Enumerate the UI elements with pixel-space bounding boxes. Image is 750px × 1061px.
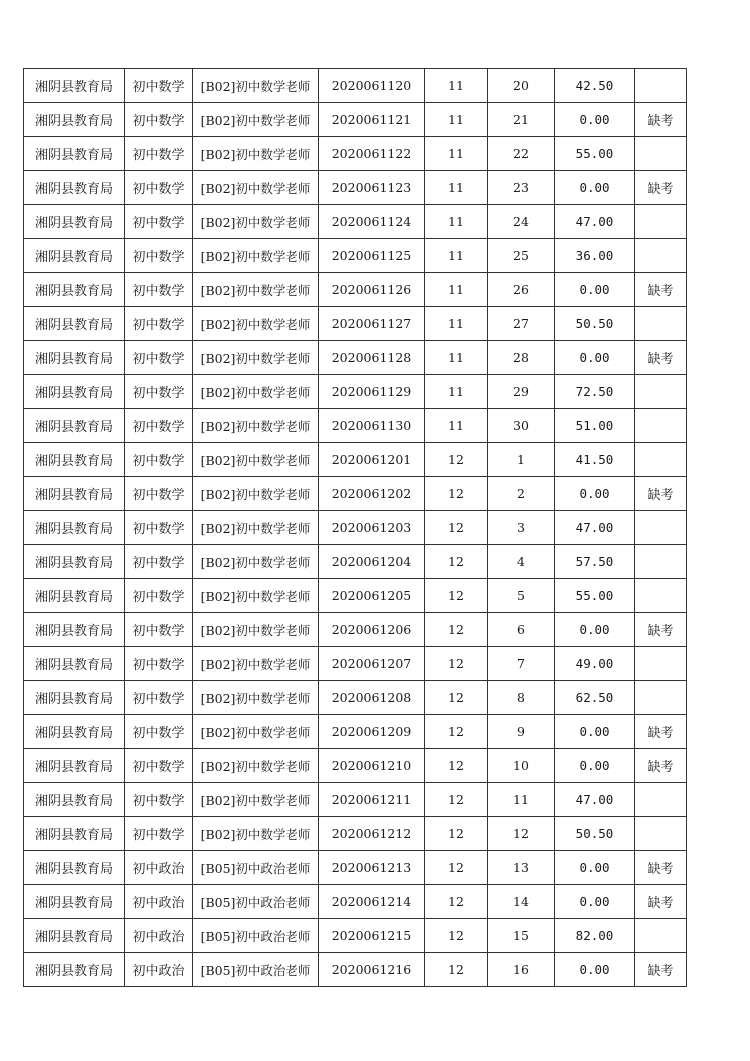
score-cell: 0.00 [555,885,635,919]
subject-cell: 初中政治 [125,885,193,919]
subject-cell: 初中数学 [125,341,193,375]
employer-cell: 湘阴县教育局 [24,273,125,307]
seat-number-cell: 20 [488,69,555,103]
table-row [24,613,687,647]
ticket-number-cell: 2020061121 [319,103,425,137]
position-cell: [B02]初中数学老师 [193,817,319,851]
seat-number-cell: 1 [488,443,555,477]
position-cell: [B02]初中数学老师 [193,647,319,681]
score-cell: 0.00 [555,953,635,987]
employer-cell: 湘阴县教育局 [24,341,125,375]
ticket-number-cell: 2020061212 [319,817,425,851]
remark-cell [635,545,687,579]
score-cell: 0.00 [555,851,635,885]
employer-cell: 湘阴县教育局 [24,613,125,647]
ticket-number-cell: 2020061202 [319,477,425,511]
employer-cell: 湘阴县教育局 [24,205,125,239]
seat-number-cell: 5 [488,579,555,613]
score-cell: 55.00 [555,579,635,613]
score-cell: 47.00 [555,511,635,545]
table-row [24,647,687,681]
score-cell: 0.00 [555,341,635,375]
position-cell: [B02]初中数学老师 [193,307,319,341]
ticket-number-cell: 2020061129 [319,375,425,409]
subject-cell: 初中数学 [125,443,193,477]
employer-cell: 湘阴县教育局 [24,783,125,817]
exam-room-cell: 12 [425,919,488,953]
remark-cell: 缺考 [635,953,687,987]
table-row [24,749,687,783]
score-cell: 41.50 [555,443,635,477]
employer-cell: 湘阴县教育局 [24,919,125,953]
seat-number-cell: 4 [488,545,555,579]
position-cell: [B05]初中政治老师 [193,851,319,885]
exam-room-cell: 11 [425,171,488,205]
ticket-number-cell: 2020061207 [319,647,425,681]
seat-number-cell: 13 [488,851,555,885]
seat-number-cell: 30 [488,409,555,443]
ticket-number-cell: 2020061126 [319,273,425,307]
seat-number-cell: 22 [488,137,555,171]
subject-cell: 初中数学 [125,783,193,817]
employer-cell: 湘阴县教育局 [24,647,125,681]
position-cell: [B02]初中数学老师 [193,477,319,511]
remark-cell: 缺考 [635,851,687,885]
employer-cell: 湘阴县教育局 [24,851,125,885]
ticket-number-cell: 2020061216 [319,953,425,987]
seat-number-cell: 3 [488,511,555,545]
table-row [24,885,687,919]
position-cell: [B05]初中政治老师 [193,953,319,987]
subject-cell: 初中数学 [125,749,193,783]
ticket-number-cell: 2020061205 [319,579,425,613]
seat-number-cell: 10 [488,749,555,783]
seat-number-cell: 7 [488,647,555,681]
table-row [24,953,687,987]
table-row [24,851,687,885]
ticket-number-cell: 2020061128 [319,341,425,375]
subject-cell: 初中政治 [125,953,193,987]
ticket-number-cell: 2020061122 [319,137,425,171]
position-cell: [B02]初中数学老师 [193,511,319,545]
ticket-number-cell: 2020061201 [319,443,425,477]
remark-cell [635,817,687,851]
exam-room-cell: 11 [425,103,488,137]
ticket-number-cell: 2020061211 [319,783,425,817]
employer-cell: 湘阴县教育局 [24,375,125,409]
exam-room-cell: 12 [425,647,488,681]
position-cell: [B02]初中数学老师 [193,171,319,205]
score-cell: 0.00 [555,715,635,749]
subject-cell: 初中数学 [125,545,193,579]
subject-cell: 初中数学 [125,511,193,545]
table-row [24,69,687,103]
score-cell: 42.50 [555,69,635,103]
ticket-number-cell: 2020061208 [319,681,425,715]
remark-cell [635,205,687,239]
exam-room-cell: 11 [425,239,488,273]
score-cell: 50.50 [555,307,635,341]
position-cell: [B05]初中政治老师 [193,885,319,919]
remark-cell [635,647,687,681]
ticket-number-cell: 2020061123 [319,171,425,205]
subject-cell: 初中数学 [125,137,193,171]
position-cell: [B02]初中数学老师 [193,783,319,817]
position-cell: [B02]初中数学老师 [193,205,319,239]
remark-cell: 缺考 [635,341,687,375]
subject-cell: 初中数学 [125,817,193,851]
remark-cell [635,919,687,953]
employer-cell: 湘阴县教育局 [24,953,125,987]
exam-room-cell: 12 [425,885,488,919]
ticket-number-cell: 2020061210 [319,749,425,783]
exam-room-cell: 11 [425,205,488,239]
employer-cell: 湘阴县教育局 [24,817,125,851]
table-row [24,103,687,137]
table-row [24,579,687,613]
position-cell: [B02]初中数学老师 [193,443,319,477]
seat-number-cell: 24 [488,205,555,239]
ticket-number-cell: 2020061204 [319,545,425,579]
exam-room-cell: 12 [425,851,488,885]
seat-number-cell: 23 [488,171,555,205]
exam-room-cell: 12 [425,817,488,851]
exam-room-cell: 11 [425,375,488,409]
exam-room-cell: 12 [425,613,488,647]
score-cell: 49.00 [555,647,635,681]
position-cell: [B02]初中数学老师 [193,681,319,715]
exam-room-cell: 11 [425,137,488,171]
employer-cell: 湘阴县教育局 [24,171,125,205]
ticket-number-cell: 2020061120 [319,69,425,103]
score-cell: 82.00 [555,919,635,953]
exam-room-cell: 11 [425,69,488,103]
subject-cell: 初中数学 [125,409,193,443]
remark-cell [635,375,687,409]
subject-cell: 初中数学 [125,375,193,409]
seat-number-cell: 16 [488,953,555,987]
seat-number-cell: 14 [488,885,555,919]
exam-room-cell: 11 [425,341,488,375]
position-cell: [B02]初中数学老师 [193,749,319,783]
remark-cell [635,783,687,817]
score-table-body [24,69,687,987]
score-cell: 51.00 [555,409,635,443]
employer-cell: 湘阴县教育局 [24,715,125,749]
score-cell: 0.00 [555,171,635,205]
employer-cell: 湘阴县教育局 [24,477,125,511]
remark-cell: 缺考 [635,273,687,307]
subject-cell: 初中数学 [125,205,193,239]
ticket-number-cell: 2020061213 [319,851,425,885]
subject-cell: 初中数学 [125,69,193,103]
table-row [24,715,687,749]
ticket-number-cell: 2020061124 [319,205,425,239]
seat-number-cell: 29 [488,375,555,409]
seat-number-cell: 9 [488,715,555,749]
subject-cell: 初中数学 [125,681,193,715]
ticket-number-cell: 2020061130 [319,409,425,443]
table-row [24,409,687,443]
subject-cell: 初中数学 [125,307,193,341]
table-row [24,817,687,851]
seat-number-cell: 26 [488,273,555,307]
exam-room-cell: 12 [425,749,488,783]
remark-cell [635,579,687,613]
score-table [23,68,687,987]
ticket-number-cell: 2020061125 [319,239,425,273]
ticket-number-cell: 2020061215 [319,919,425,953]
ticket-number-cell: 2020061127 [319,307,425,341]
remark-cell [635,409,687,443]
table-row [24,137,687,171]
table-row [24,511,687,545]
seat-number-cell: 11 [488,783,555,817]
exam-room-cell: 12 [425,443,488,477]
seat-number-cell: 25 [488,239,555,273]
position-cell: [B02]初中数学老师 [193,409,319,443]
subject-cell: 初中政治 [125,919,193,953]
employer-cell: 湘阴县教育局 [24,103,125,137]
remark-cell [635,69,687,103]
seat-number-cell: 27 [488,307,555,341]
position-cell: [B02]初中数学老师 [193,545,319,579]
remark-cell: 缺考 [635,103,687,137]
score-cell: 57.50 [555,545,635,579]
ticket-number-cell: 2020061209 [319,715,425,749]
position-cell: [B02]初中数学老师 [193,613,319,647]
table-row [24,307,687,341]
remark-cell [635,511,687,545]
seat-number-cell: 12 [488,817,555,851]
table-row [24,273,687,307]
exam-room-cell: 11 [425,307,488,341]
subject-cell: 初中数学 [125,613,193,647]
position-cell: [B02]初中数学老师 [193,273,319,307]
exam-room-cell: 12 [425,783,488,817]
employer-cell: 湘阴县教育局 [24,579,125,613]
subject-cell: 初中数学 [125,715,193,749]
subject-cell: 初中数学 [125,239,193,273]
table-row [24,919,687,953]
remark-cell [635,681,687,715]
score-cell: 0.00 [555,477,635,511]
position-cell: [B02]初中数学老师 [193,239,319,273]
table-row [24,443,687,477]
employer-cell: 湘阴县教育局 [24,511,125,545]
remark-cell [635,137,687,171]
remark-cell [635,307,687,341]
employer-cell: 湘阴县教育局 [24,885,125,919]
ticket-number-cell: 2020061214 [319,885,425,919]
employer-cell: 湘阴县教育局 [24,137,125,171]
remark-cell: 缺考 [635,171,687,205]
remark-cell [635,443,687,477]
seat-number-cell: 6 [488,613,555,647]
exam-room-cell: 11 [425,409,488,443]
subject-cell: 初中数学 [125,647,193,681]
seat-number-cell: 2 [488,477,555,511]
position-cell: [B02]初中数学老师 [193,69,319,103]
table-row [24,545,687,579]
position-cell: [B02]初中数学老师 [193,341,319,375]
seat-number-cell: 21 [488,103,555,137]
exam-room-cell: 11 [425,273,488,307]
position-cell: [B02]初中数学老师 [193,137,319,171]
position-cell: [B02]初中数学老师 [193,715,319,749]
subject-cell: 初中政治 [125,851,193,885]
position-cell: [B02]初中数学老师 [193,579,319,613]
employer-cell: 湘阴县教育局 [24,239,125,273]
ticket-number-cell: 2020061203 [319,511,425,545]
score-cell: 36.00 [555,239,635,273]
score-cell: 0.00 [555,273,635,307]
remark-cell: 缺考 [635,613,687,647]
score-cell: 47.00 [555,205,635,239]
score-cell: 55.00 [555,137,635,171]
exam-room-cell: 12 [425,681,488,715]
exam-room-cell: 12 [425,545,488,579]
score-cell: 72.50 [555,375,635,409]
remark-cell [635,239,687,273]
subject-cell: 初中数学 [125,273,193,307]
table-row [24,477,687,511]
score-cell: 0.00 [555,613,635,647]
exam-room-cell: 12 [425,715,488,749]
subject-cell: 初中数学 [125,477,193,511]
employer-cell: 湘阴县教育局 [24,681,125,715]
position-cell: [B02]初中数学老师 [193,103,319,137]
score-cell: 50.50 [555,817,635,851]
ticket-number-cell: 2020061206 [319,613,425,647]
table-row [24,171,687,205]
position-cell: [B05]初中政治老师 [193,919,319,953]
table-row [24,783,687,817]
seat-number-cell: 28 [488,341,555,375]
seat-number-cell: 15 [488,919,555,953]
employer-cell: 湘阴县教育局 [24,307,125,341]
employer-cell: 湘阴县教育局 [24,409,125,443]
employer-cell: 湘阴县教育局 [24,443,125,477]
remark-cell: 缺考 [635,749,687,783]
exam-room-cell: 12 [425,477,488,511]
employer-cell: 湘阴县教育局 [24,749,125,783]
subject-cell: 初中数学 [125,579,193,613]
exam-room-cell: 12 [425,511,488,545]
score-cell: 0.00 [555,749,635,783]
score-cell: 47.00 [555,783,635,817]
remark-cell: 缺考 [635,885,687,919]
exam-room-cell: 12 [425,953,488,987]
score-cell: 0.00 [555,103,635,137]
table-row [24,239,687,273]
score-cell: 62.50 [555,681,635,715]
table-row [24,681,687,715]
remark-cell: 缺考 [635,477,687,511]
exam-room-cell: 12 [425,579,488,613]
subject-cell: 初中数学 [125,171,193,205]
employer-cell: 湘阴县教育局 [24,69,125,103]
seat-number-cell: 8 [488,681,555,715]
employer-cell: 湘阴县教育局 [24,545,125,579]
table-row [24,375,687,409]
remark-cell: 缺考 [635,715,687,749]
subject-cell: 初中数学 [125,103,193,137]
table-row [24,205,687,239]
position-cell: [B02]初中数学老师 [193,375,319,409]
table-row [24,341,687,375]
